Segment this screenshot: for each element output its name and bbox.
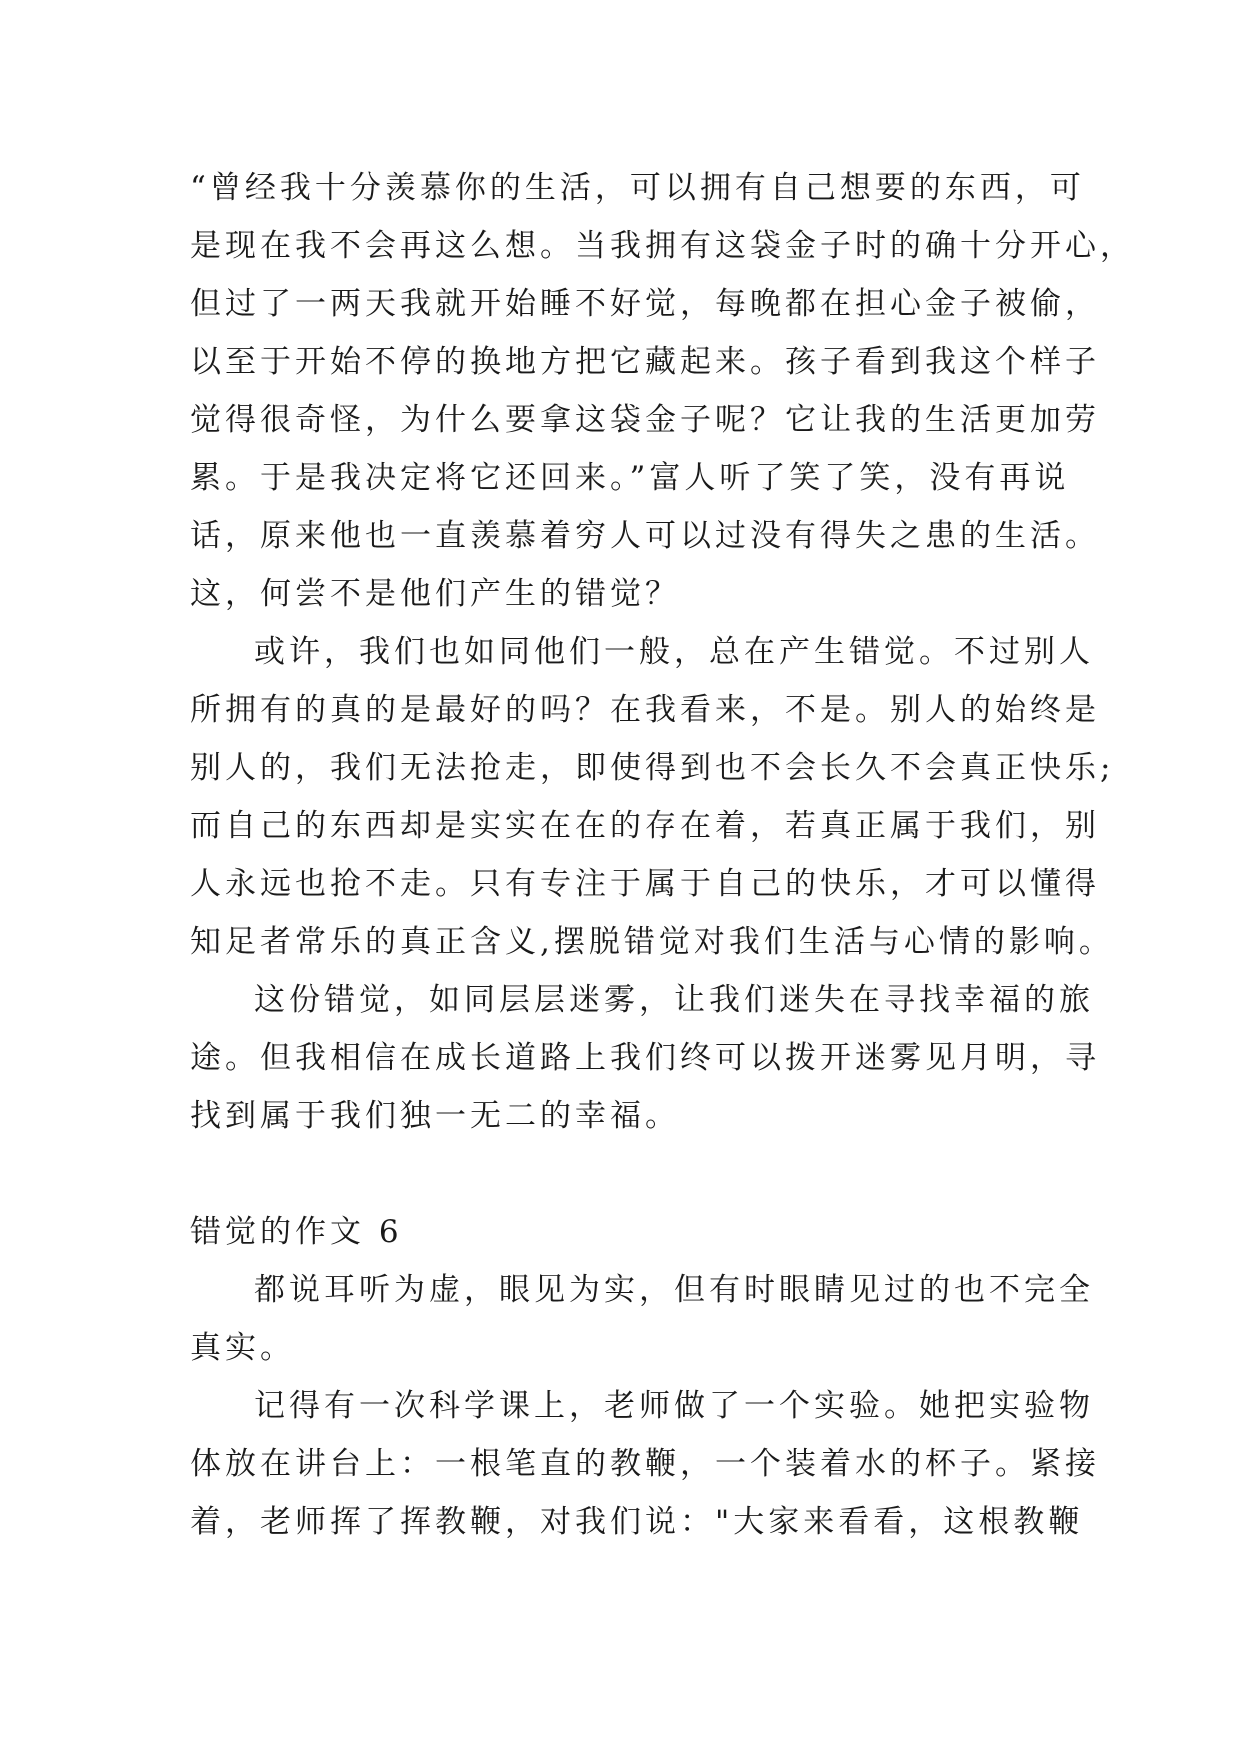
paragraph-line: 真实。 [190, 1330, 295, 1366]
paragraph-line: 体放在讲台上：一根笔直的教鞭，一个装着水的杯子。紧接 [190, 1446, 1100, 1482]
paragraph-line: 累。于是我决定将它还回来。”富人听了笑了笑，没有再说 [190, 460, 1070, 496]
paragraph-line: 或许，我们也如同他们一般，总在产生错觉。不过别人 [254, 634, 1094, 670]
paragraph-line: 别人的，我们无法抢走，即使得到也不会长久不会真正快乐; [190, 750, 1115, 786]
paragraph-line: 所拥有的真的是最好的吗？在我看来，不是。别人的始终是 [190, 692, 1100, 728]
paragraph-line: 这，何尝不是他们产生的错觉？ [190, 576, 680, 612]
paragraph-line: 是现在我不会再这么想。当我拥有这袋金子时的确十分开心， [190, 228, 1135, 264]
paragraph-line: 以至于开始不停的换地方把它藏起来。孩子看到我这个样子 [190, 344, 1100, 380]
paragraph-line: 觉得很奇怪，为什么要拿这袋金子呢？它让我的生活更加劳 [190, 402, 1100, 438]
paragraph-line: 但过了一两天我就开始睡不好觉，每晚都在担心金子被偷， [190, 286, 1100, 322]
paragraph-line: 都说耳听为虚，眼见为实，但有时眼睛见过的也不完全 [254, 1272, 1094, 1308]
paragraph-line: 着，老师挥了挥教鞭，对我们说："大家来看看，这根教鞭 [190, 1504, 1084, 1540]
paragraph-line: 记得有一次科学课上，老师做了一个实验。她把实验物 [254, 1388, 1094, 1424]
paragraph-line: 话，原来他也一直羡慕着穷人可以过没有得失之患的生活。 [190, 518, 1100, 554]
paragraph-line: 知足者常乐的真正含义,摆脱错觉对我们生活与心情的影响。 [190, 924, 1114, 960]
paragraph-line: 而自己的东西却是实实在在的存在着，若真正属于我们，别 [190, 808, 1100, 844]
section-heading: 错觉的作文 6 [190, 1214, 403, 1250]
paragraph-line: 途。但我相信在成长道路上我们终可以拨开迷雾见月明，寻 [190, 1040, 1100, 1076]
paragraph-line: 找到属于我们独一无二的幸福。 [190, 1098, 680, 1134]
paragraph-line: 这份错觉，如同层层迷雾，让我们迷失在寻找幸福的旅 [254, 982, 1094, 1018]
paragraph-line: 人永远也抢不走。只有专注于属于自己的快乐，才可以懂得 [190, 866, 1100, 902]
paragraph-line: “曾经我十分羡慕你的生活，可以拥有自己想要的东西，可 [190, 170, 1085, 206]
